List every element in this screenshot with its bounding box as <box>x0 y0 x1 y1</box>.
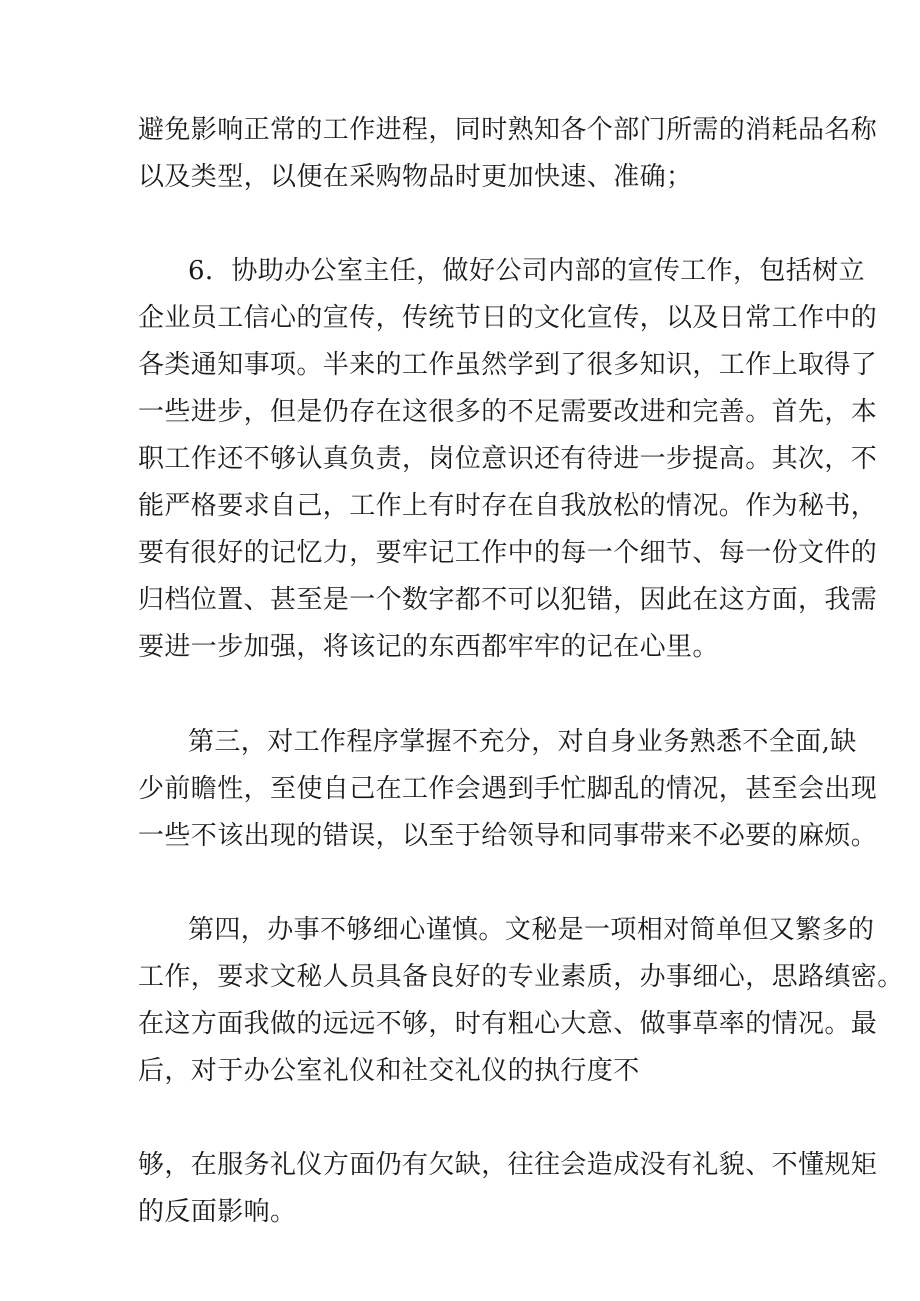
text-line: 归档位置、甚至是一个数字都不可以犯错，因此在这方面，我需 <box>138 585 878 615</box>
text-line: 一些进步，但是仍存在这很多的不足需要改进和完善。首先，本 <box>138 397 878 427</box>
text-line: 职工作还不够认真负责，岗位意识还有待进一步提高。其次，不 <box>138 444 878 474</box>
text-line: 少前瞻性，至使自己在工作会遇到手忙脚乱的情况，甚至会出现 <box>138 774 878 804</box>
text-line: 的反面影响。 <box>138 1197 297 1227</box>
text-line: 后，对于办公室礼仪和社交礼仪的执行度不 <box>138 1056 640 1086</box>
text-line: 第三，对工作程序掌握不充分，对自身业务熟悉不全面,缺 <box>188 727 857 757</box>
text-line: 避免影响正常的工作进程，同时熟知各个部门所需的消耗品名称 <box>138 115 878 145</box>
text-line: 一些不该出现的错误，以至于给领导和同事带来不必要的麻烦。 <box>138 821 878 851</box>
text-line: 第四，办事不够细心谨慎。文秘是一项相对简单但又繁多的 <box>188 915 875 945</box>
text-line: 要有很好的记忆力，要牢记工作中的每一个细节、每一份文件的 <box>138 538 878 568</box>
text-line: 要进一步加强，将该记的东西都牢牢的记在心里。 <box>138 632 719 662</box>
text-line: 够，在服务礼仪方面仍有欠缺，往往会造成没有礼貌、不懂规矩 <box>138 1150 878 1180</box>
text-line: 在这方面我做的远远不够，时有粗心大意、做事草率的情况。最 <box>138 1009 878 1039</box>
text-line: 6．协助办公室主任，做好公司内部的宣传工作，包括树立 <box>188 256 865 286</box>
text-line: 能严格要求自己，工作上有时存在自我放松的情况。作为秘书， <box>138 491 878 521</box>
text-line: 各类通知事项。半来的工作虽然学到了很多知识，工作上取得了 <box>138 350 878 380</box>
text-line: 企业员工信心的宣传，传统节日的文化宣传，以及日常工作中的 <box>138 303 878 333</box>
text-line: 工作，要求文秘人员具备良好的专业素质，办事细心，思路缜密。 <box>138 962 904 992</box>
text-line: 以及类型，以便在采购物品时更加快速、准确； <box>138 162 693 192</box>
